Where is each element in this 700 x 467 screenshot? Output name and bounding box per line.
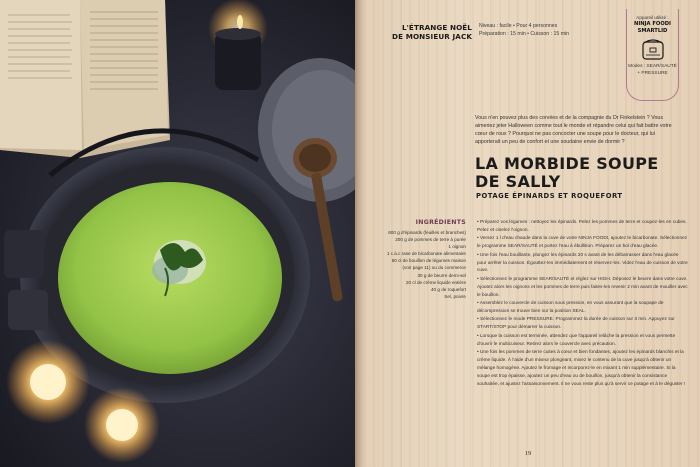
meta-timing: Préparation : 15 min • Cuisson : 15 min [479,30,570,37]
ingredient-item: 600 g d'épinards (feuilles et branches) [388,230,466,235]
recipe-title [475,155,695,190]
appliance-badge [626,9,679,101]
ingredient-item: 1 oignon [448,244,466,250]
ingredients-heading: INGRÉDIENTS [415,219,466,226]
page-number: 19 [524,450,532,457]
recipe-title-line2: DE SALLY [475,171,561,191]
chapter-title [367,23,472,41]
recipe-page [355,0,700,467]
ingredients-list [367,229,466,300]
meta-difficulty: Niveau : facile • Pour 4 personnes [479,23,558,29]
ingredient-item: 60 cl de bouillon de légumes maison [391,258,466,264]
appliance-modes-line2: + PRESSURE [637,70,668,76]
chapter-title-line1: L'ÉTRANGE NOËL [401,23,472,32]
recipe-meta [479,23,594,38]
ingredient-item: 40 g de roquefort [431,286,466,292]
step-item: • Sélectionnez le programme SEAR/SAUTÉ et réglez sur HIGH. Déposez le beurre dans votre cuve. Ajoutez alors les oignons et les pommes de terre puis faites-les revenir 2 min avant de mouiller avec le bouillon. [477,276,688,298]
ingredient-item: 1 c.à.c rase de bicarbonate alimentaire [386,251,466,257]
step-item: • Lorsque la cuisson est terminée, attendez que l'appareil relâche la pression et vous permette d'ouvrir le multicuiseur. Retirez alors le couvercle avec précaution. [477,333,676,347]
ingredient-item: 30 g de beurre demi-sel [417,272,466,278]
steps-list [477,219,689,389]
step-item: • Une fois l'eau bouillante, plongez les épinards 20 s avant de les débarrasser dans l'eau glacée pour arrêter la cuisson. Égouttez-les immédiatement et réservez-les. Videz l'eau de cuisson de votre cuve. [477,252,688,274]
appliance-modes-line1: Modes : SEAR/SAUTÉ [628,64,677,69]
step-item: • Assemblez le couvercle de cuisson sous pression, en vous assurant que la soupape de décompression se trouve bien sur la position SEAL. [477,301,664,314]
pressure-cooker-icon [640,36,666,62]
recipe-title-line1: LA MORBIDE SOUPE [475,154,659,173]
step-item: • Versez 1 l d'eau chaude dans la cuve de votre NINJA FOODI, ajoutez le bicarbonate. Sélectionnez le programme SEAR/SAUTÉ et portez l'eau à ébullition. Préparez un bol d'eau glacée. [477,236,688,250]
appliance-brand-line1: NINJA FOODI [634,21,671,27]
candle-top [208,0,268,90]
ingredient-item: Sel, poivre [444,293,466,299]
jar [4,230,44,278]
appliance-brand-line2: SMARTLID [637,27,668,34]
ingredient-item: (voir page 11) ou du commerce [402,265,466,271]
intro-text: Vous n'en pouvez plus des corvées et de la compagnie du Dr Finkelstein ? Vous aimeriez jeter Halloween comme tout le monde et répandre celui qui fait battre votre cœur de roux ? Pourquoi ne pas concocter une soupe pour le docteur, qui lui apporterait un peu de confort et une soudaine envie de dormir ? [475,115,672,145]
recipe-subtitle: POTAGE ÉPINARDS ET ROQUEFORT [476,192,623,200]
step-item: • Sélectionnez le mode PRESSURE. Programmez la durée de cuisson sur 3 min. Appuyez sur START/STOP pour démarrer la cuisson. [477,317,675,331]
step-item: • Préparez vos légumes : nettoyez les épinards. Pelez les pommes de terre et coupez-les en cubes. Pelez et ciselez l'oignon. [477,220,687,233]
chapter-title-line2: DE MONSIEUR JACK [392,32,472,41]
ingredient-item: 20 cl de crème liquide entière [405,279,466,285]
step-item: • Une fois les pommes de terre cuites à cœur et bien fondantes, ajoutez les épinards blanchis et la crème liquide. À l'aide d'un mixeur plongeant, mixez le contenu de la cuve jusqu'à obtenir un mélange homogène. Ajoutez le fromage et incorporez-le en mixant 1 min supplémentaire. Si la soupe est trop épaisse, ajoutez un peu d'eau ou de bouillon, jusqu'à obtenir la consistance souhaitée, et ajustez l'assaisonnement. Il ne vous reste plus qu'à servir ce potage et à le déguster ! [477,350,686,387]
ingredient-item: 200 g de pommes de terre à purée [395,237,466,243]
appliance-tag: Appareil utilisé : [636,15,669,20]
